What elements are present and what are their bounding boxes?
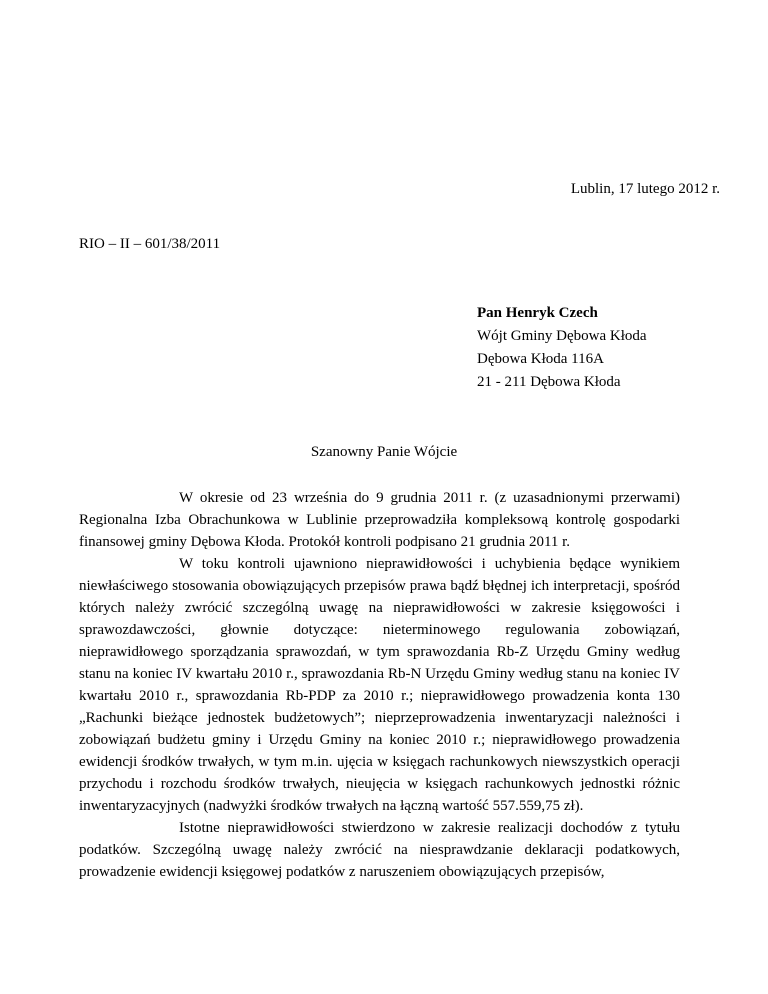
- body-paragraph: W okresie od 23 września do 9 grudnia 2011 r. (z uzasadnionymi przerwami) Regionalna Izba Obrachunkowa w Lublinie przeprowadziła kompleksową kontrolę gospodarki finansowej gminy Dębowa Kłoda. Protokół kontroli podpisano 21 grudnia 2011 r.: [79, 490, 680, 550]
- body-paragraph: Istotne nieprawidłowości stwierdzono w zakresie realizacji dochodów z tytułu podatków. Szczególną uwagę należy zwrócić na niesprawdzanie deklaracji podatkowych, prowadzenie ewidencji księgowej podatków z naruszeniem obowiązujących przepisów,: [79, 820, 680, 880]
- letter-date: Lublin, 17 lutego 2012 r.: [570, 181, 720, 197]
- salutation: Szanowny Panie Wójcie: [310, 444, 458, 460]
- addressee-postal: 21 - 211 Dębowa Kłoda: [477, 374, 621, 390]
- reference-number: RIO – II – 601/38/2011: [79, 236, 221, 252]
- addressee-block: [477, 302, 647, 394]
- body-paragraph: W toku kontroli ujawniono nieprawidłowości i uchybienia będące wynikiem niewłaściwego stosowania obowiązujących przepisów prawa bądź błędnej ich interpretacji, spośród których należy zwrócić szczególną uwagę na nieprawidłowości w zakresie księgowości i sprawozdawczości, głownie dotyczące: nieterminowego regulowania zobowiązań, nieprawidłowego sporządzania sprawozdań, w tym sprawozdania Rb-Z Urzędu Gminy według stanu na koniec IV kwartału 2010 r., sprawozdania Rb-N Urzędu Gminy według stanu na koniec IV kwartału 2010 r., sprawozdania Rb-PDP za 2010 r.; nieprawidłowego prowadzenia konta 130 „Rachunki bieżące jednostek budżetowych”; nieprzeprowadzenia inwentaryzacji należności i zobowiązań budżetu gminy i Urzędu Gminy na koniec 2010 r.; nieprawidłowego prowadzenia ewidencji środków trwałych, w tym m.in. ujęcia w księgach rachunkowych niewszystkich operacji przychodu i rozchodu środków trwałych, nieujęcia w księgach rachunkowych jednostki różnic inwentaryzacyjnych (nadwyżki środków trwałych na łączną wartość 557.559,75 zł).: [79, 556, 680, 814]
- addressee-title: Wójt Gminy Dębowa Kłoda: [477, 328, 647, 344]
- addressee-street: Dębowa Kłoda 116A: [477, 351, 604, 367]
- letter-body: [79, 487, 680, 883]
- addressee-name: Pan Henryk Czech: [477, 305, 598, 321]
